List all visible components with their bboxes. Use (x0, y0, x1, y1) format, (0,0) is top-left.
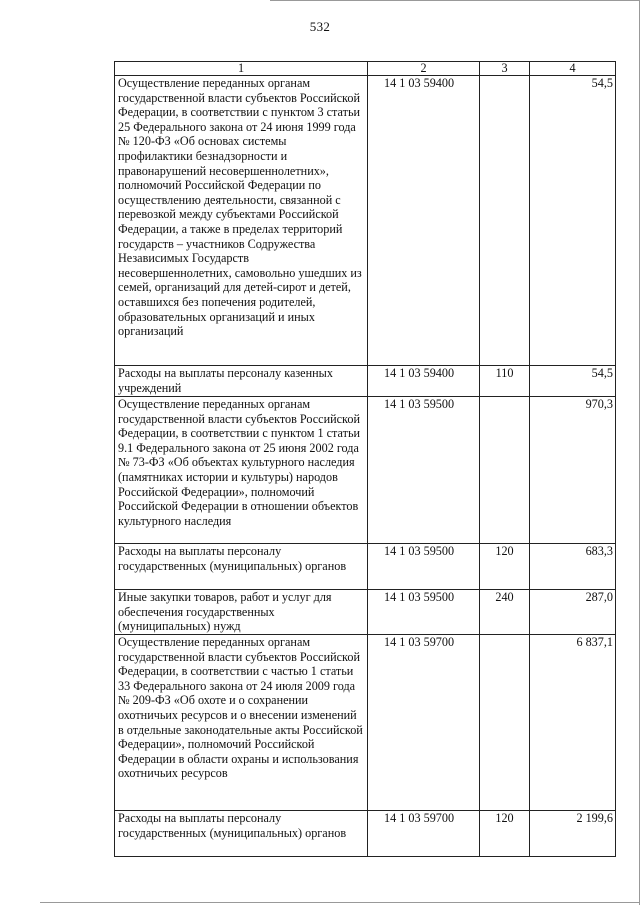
scan-edge-line-bottom (40, 902, 640, 903)
row-sum: 970,3 (530, 397, 616, 544)
row-code: 14 1 03 59400 (368, 76, 480, 366)
row-code: 14 1 03 59700 (368, 811, 480, 857)
row-name: Расходы на выплаты персоналу казенных учреждений (115, 366, 368, 397)
row-sum: 2 199,6 (530, 811, 616, 857)
table-row (115, 397, 616, 544)
row-name: Осуществление переданных органам государственной власти субъектов Российской Федерации, в соответствии с частью 1 статьи 33 Федерального закона от 24 июля 2009 года № 209-ФЗ «Об охоте и о сохранении охотничьих ресурсов и о внесении изменений в отдельные законодательные акты Российской Федерации», полномочий Российской Федерации в области охраны и использования охотничьих ресурсов (115, 635, 368, 811)
row-code: 14 1 03 59500 (368, 544, 480, 590)
row-sum: 287,0 (530, 590, 616, 635)
table-row (115, 544, 616, 590)
row-expense-type: 110 (480, 366, 530, 397)
row-name: Осуществление переданных органам государственной власти субъектов Российской Федерации, в соответствии с пунктом 1 статьи 9.1 Федерального закона от 25 июня 2002 года № 73-ФЗ «Об объектах культурного наследия (памятниках истории и культуры) народов Российской Федерации», полномочий Российской Федерации в отношении объектов культурного наследия (115, 397, 368, 544)
scan-edge-line-top (270, 0, 640, 1)
row-sum: 54,5 (530, 366, 616, 397)
row-sum: 683,3 (530, 544, 616, 590)
row-expense-type (480, 635, 530, 811)
table-row (115, 811, 616, 857)
row-sum: 54,5 (530, 76, 616, 366)
row-code: 14 1 03 59700 (368, 635, 480, 811)
table-header-row (115, 62, 616, 76)
table-row (115, 366, 616, 397)
row-sum: 6 837,1 (530, 635, 616, 811)
row-name: Осуществление переданных органам государственной власти субъектов Российской Федерации, в соответствии с пунктом 3 статьи 25 Федерального закона от 24 июня 1999 года № 120-ФЗ «Об основах системы профилактики безнадзорности и правонарушений несовершеннолетних», полномочий Российской Федерации по осуществлению деятельности, связанной с перевозкой между субъектами Российской Федерации, а также в пределах территорий государств – участников Содружества Независимых Государств несовершеннолетних, самовольно ушедших из семей, организаций для детей-сирот и детей, оставшихся без попечения родителей, образовательных организаций и иных организаций (115, 76, 368, 366)
table-row (115, 635, 616, 811)
page-number: 532 (309, 19, 331, 34)
table-row (115, 590, 616, 635)
row-expense-type: 240 (480, 590, 530, 635)
row-name: Расходы на выплаты персоналу государственных (муниципальных) органов (115, 811, 368, 857)
header-col-3: 3 (480, 62, 530, 76)
row-name: Иные закупки товаров, работ и услуг для обеспечения государственных (муниципальных) нужд (115, 590, 368, 635)
row-expense-type (480, 76, 530, 366)
row-name: Расходы на выплаты персоналу государственных (муниципальных) органов (115, 544, 368, 590)
budget-table (114, 61, 616, 857)
row-code: 14 1 03 59400 (368, 366, 480, 397)
header-col-1: 1 (115, 62, 368, 76)
row-expense-type: 120 (480, 811, 530, 857)
row-expense-type: 120 (480, 544, 530, 590)
header-col-4: 4 (530, 62, 616, 76)
table-row (115, 76, 616, 366)
row-code: 14 1 03 59500 (368, 397, 480, 544)
header-col-2: 2 (368, 62, 480, 76)
row-code: 14 1 03 59500 (368, 590, 480, 635)
row-expense-type (480, 397, 530, 544)
